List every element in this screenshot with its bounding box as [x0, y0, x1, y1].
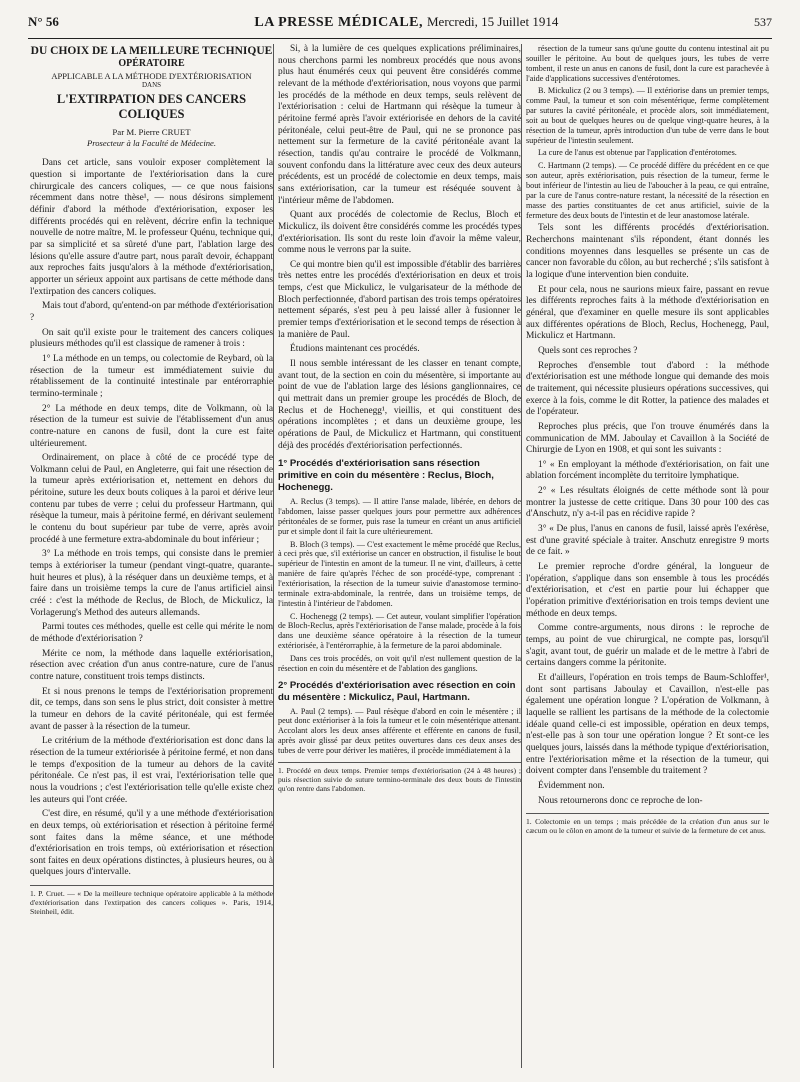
article-title-line-1: DU CHOIX DE LA MEILLEURE TECHNIQUE	[30, 45, 273, 57]
paragraph: Si, à la lumière de ces quelques explications préliminaires, nous cherchons parmi les nombreux procédés que nous avons plus haut énumérés ceux qui peuvent être considérés comme relevant de la méthode d'extériorisation, nous voyons que parmi les procédés de la méthode en deux temps, seuls relèvent de l'extériorisation : celui de Hartmann qui résèque la tumeur à péritoine fermé après l'avoir extériorisée en dehors de la cavité péritonéale, celui peut-être de Paul, qui ne se prononce pas nettement sur la fermeture de la cavité péritonéale avant la résection, tandis qu'au contraire le procédé de Volkmann, souvent confondu dans la littérature avec ceux des deux auteurs précédents, est un procédé de colectomie en deux temps, mais sans extériorisation, car la tumeur est réséquée souvent à l'intérieur même de l'abdomen.	[278, 44, 521, 206]
paragraph: Le premier reproche d'ordre général, la longueur de l'opération, s'applique dans son ensemble à tous les procédés d'extériorisation, et c'est en partie pour lui échapper que l'opération primitive d'extériorisation en trois temps devient une méthode en deux temps.	[526, 562, 769, 619]
paragraph: Nous retournerons donc ce reproche de lon-	[538, 795, 703, 806]
section-heading-1: 1° Procédés d'extériorisation sans résection primitive en coin du mésentère : Reclus, Bloch, Hochenegg.	[278, 458, 494, 494]
paragraph: A. Paul (2 temps). — Paul résèque d'abord en coin le mésentère ; il peut donc extérioriser à la fois la tumeur et le coin mésentérique attenant. Accolant alors les deux anses afférente et efférente en canons de fusil, après avoir glissé par deux petites ouvertures dans ces deux anses des tubes de verre pour dériver les matières, il procède immédiatement à la	[278, 706, 521, 755]
article-title-block	[30, 44, 273, 148]
column-3-footnote	[526, 813, 769, 835]
article-title-line-3: APPLICABLE A LA MÉTHODE D'EXTÉRIORISATION	[51, 70, 252, 81]
paragraph: 3° La méthode en trois temps, qui consiste dans le premier temps à extérioriser la tumeur (pendant vingt-quatre, quarante-huit heures et plus), à la réséquer dans un deuxième temps, et à faire dans un troisième temps la cure de l'anus artificiel ainsi créé : c'est la méthode de Reclus, de Bloch, de Mickulicz, la Vorlagerung's Method des auteurs allemands.	[30, 549, 273, 618]
footnote-text: 1. P. Cruet. — « De la meilleure technique opératoire applicable à la méthode d'extériorisation dans l'extirpation des cancers coliques ». Paris, 1914, Steinheil, édit.	[30, 889, 273, 917]
paragraph: B. Mickulicz (2 ou 3 temps). — Il extériorise dans un premier temps, comme Paul, la tumeur et son coin mésentérique, ferme complètement par sutures la cavité péritonéale, et procède alors, soit immédiatement, soit au bout de quelques heures ou de quelque vingt-quatre heures, à la résection de la tumeur, après introduction d'un tube de verre dans le bout supérieur de l'intestin seulement.	[526, 86, 769, 145]
paragraph: Évidemment non.	[538, 780, 605, 791]
paragraph: C'est dire, en résumé, qu'il y a une méthode d'extériorisation en deux temps, où extériorisation et résection à péritoine fermé sont faites dans la même séance, et une méthode d'extériorisation en trois temps, où extériorisation et résection sont faites en deux opérations distinctes, à plusieurs heures, ou à quelques jours d'intervalle.	[30, 809, 273, 878]
column-2-footnote	[278, 762, 521, 793]
section-1-items	[278, 497, 521, 673]
issue-date: Mercredi, 15 Juillet 1914	[427, 14, 559, 29]
footnote-text: 1. Colectomie en un temps ; mais précédée de la création d'un anus sur le cæcum ou le côlon en amont de la tumeur et suivie de la fermeture de cet anus.	[526, 817, 769, 836]
column-divider-2	[521, 44, 522, 1068]
paragraph: résection de la tumeur sans qu'une goutte du contenu intestinal ait pu souiller le péritoine. Au bout de quelques jours, les tubes de verre tombent, il reste un anus en canons de fusil, dont la cure est parachevée à l'aide d'applications successives d'entérotomes.	[526, 44, 769, 83]
journal-title-line	[254, 14, 558, 31]
paragraph: 2° « Les résultats éloignés de cette méthode sont là pour montrer la justesse de cette critique. Dans 30 pour 100 des cas d'Anschutz, n'y a-t-il pas en récidive rapide ?	[526, 486, 769, 520]
section-heading-2: 2° Procédés d'extériorisation avec résection en coin du mésentère : Mickulicz, Paul, Hartmann.	[278, 679, 516, 703]
paragraph: Quels sont ces reproches ?	[538, 345, 638, 356]
paragraph: Ordinairement, on place à côté de ce procédé type de Volkmann celui de Paul, en Angleterre, qui fait une résection de la tumeur après extériorisation et, nettement en dehors du péritoine, suture les deux bouts coliques à la paroi et dérive leur contenu par tubes de verre ; celui du professeur Hartmann, qui résèque la tumeur, mais à péritoine fermé, en dérivant seulement le contenu du bout supérieur par tube de verre, après avoir procédé à une fermeture extra-abdominale du bout inférieur ;	[30, 453, 273, 545]
article-author: Par M. Pierre CRUET	[112, 126, 191, 137]
paragraph: Et si nous prenons le temps de l'extériorisation proprement dit, ce temps, dans son sens le plus strict, doit consister à mettre la tumeur en dehors de la cavité péritonéale, qui est fermée avant de passer à la résection de la tumeur.	[30, 686, 273, 732]
column-3-body	[526, 223, 769, 807]
paragraph: On sait qu'il existe pour le traitement des cancers coliques plusieurs méthodes qu'il est classique de ramener à trois :	[30, 327, 273, 350]
paragraph: C. Hochenegg (2 temps). — Cet auteur, voulant simplifier l'opération de Bloch-Reclus, après l'extériorisation de l'anse malade, procède à la fois dans une deuxième séance opératoire à la résection de la tumeur extériorisée, à l'entérorraphie, à la fermeture de la paroi abdominale.	[278, 611, 521, 651]
article-affiliation: Prosecteur à la Faculté de Médecine.	[86, 137, 216, 148]
column-3	[526, 44, 769, 838]
column-3-items	[526, 44, 769, 220]
paragraph: Reproches plus précis, que l'on trouve énumérés dans la communication de MM. Jaboulay et Cavaillon à la Société de Chirurgie de Lyon en 1908, et qui sont les suivants :	[526, 421, 769, 456]
paragraph: 1° La méthode en un temps, ou colectomie de Reybard, où la résection de la tumeur est immédiatement suivie du rétablissement de la continuité intestinale par entérorraphie termino-terminale ;	[30, 353, 273, 399]
paragraph: Reproches d'ensemble tout d'abord : la méthode d'extériorisation est une méthode longue qui demande des mois de traitement, qui nécessite plusieurs opérations successives, qui exerce à la fois, comme le dit Rotter, la patience des malades et de l'opérateur.	[526, 360, 769, 418]
paragraph: Mérite ce nom, la méthode dans laquelle extériorisation, résection avec création d'un anus contre-nature, cure de l'anus contre nature, constituent trois temps distincts.	[30, 648, 273, 682]
paragraph: 2° La méthode en deux temps, dite de Volkmann, où la résection de la tumeur est suivie de l'établissement d'un anus contre-nature en canons de fusil, dont la cure est faite ultérieurement.	[30, 403, 273, 449]
paragraph: Mais tout d'abord, qu'entend-on par méthode d'extériorisation ?	[30, 301, 273, 323]
paragraph: Comme contre-arguments, nous dirons : le reproche de temps, au point de vue chirurgical, ne compte pas, lorsqu'il s'agit, avant tout, de guérir un malade et de le mettre à l'abri de certains dangers comme la péritonite.	[526, 623, 769, 669]
paragraph: La cure de l'anus est obtenue par l'application d'entérotomes.	[538, 148, 737, 158]
paragraph: Et pour cela, nous ne saurions mieux faire, passant en revue les différents reproches faits à la méthode d'extériorisation en général, que d'examiner en quelle mesure ils sont applicables aux différentes opérations de Bloch, Reclus, Hochenegg, Paul, Mickulicz et Hartmann.	[526, 284, 769, 342]
paragraph: Et d'ailleurs, l'opération en trois temps de Baum-Schloffer¹, dont sont partisans Jaboulay et Cavaillon, n'est-elle pas également une opération longue ? L'opération de Volkmann, à laquelle se rallient les partisans de la méthode de la colectomie idéale quand celle-ci est impossible, opération en deux temps, n'est-elle pas à son tour une opération longue ? Et sont-ce les quelques jours, laissés dans la méthode typique d'extériorisation, entre l'extériorisation même et la résection de la tumeur, qui doivent compter dans l'ensemble du traitement ?	[526, 672, 769, 777]
footnote-text: 1. Procédé en deux temps. Premier temps d'extériorisation (24 à 48 heures) ; puis résection suivie de suture termino-terminale des deux bouts de l'intestin qu'on rentre dans l'abdomen.	[278, 765, 521, 794]
paragraph: C. Hartmann (2 temps). — Ce procédé diffère du précédent en ce que son auteur, après extériorisation, puis résection de la tumeur, ferme le bout inférieur de l'intestin au lieu de l'aboucher à la peau, ce qui entraîne, par la cure de l'anus contre-nature restant, la nécessité de la résection en masse des parties constituantes de cet anus artificiel, suivie de la fermeture des deux bouts de l'intestin et de leur anastomose latérale.	[526, 161, 769, 220]
article-title-line-2: OPÉRATOIRE	[118, 58, 185, 70]
paragraph: Parmi toutes ces méthodes, quelle est celle qui mérite le nom de méthode d'extériorisation ?	[30, 622, 273, 644]
paragraph: 3° « De plus, l'anus en canons de fusil, laissé après l'exérèse, est d'une gravité spéciale à traiter. Anschutz enregistre 9 morts de ce fait. »	[526, 524, 769, 558]
paragraph: Étudions maintenant ces procédés.	[290, 344, 420, 355]
header-rule	[28, 38, 772, 39]
column-divider-1	[273, 44, 274, 1068]
paragraph: Le critérium de la méthode d'extériorisation est donc dans la résection de la tumeur extériorisée à péritoine fermé, et non dans le temps d'exposition de la tumeur au dehors de la cavité péritonéale. Ce n'est pas, il est vrai, l'extériorisation telle que nous la voudrions ; c'est l'extériorisation telle qu'elle existe chez les auteurs qui l'ont créée.	[30, 736, 273, 805]
article-title-line-4: DANS	[141, 81, 162, 90]
paragraph: Ce qui montre bien qu'il est impossible d'établir des barrières très nettes entre les procédés d'extériorisation en deux et trois temps, c'est que Mickulicz, le vulgarisateur de la méthode de Bloch perfectionnée, d'abord partisan des trois temps opératoires nettement séparés, s'est peu à peu laissé aller à fusionner le premier temps d'extériorisation et le second temps de résection à la manière de Paul.	[278, 259, 521, 340]
column-2-body	[278, 44, 521, 452]
paragraph: A. Reclus (3 temps). — Il attire l'anse malade, libérée, en dehors de l'abdomen, laisse passer quelques jours pour permettre aux adhérences péritonéales de se former, puis rase la tumeur en créant un anus artificiel pur et simple dont il fait la cure ultérieurement.	[278, 497, 521, 536]
paragraph: Tels sont les différents procédés d'extériorisation. Recherchons maintenant s'ils répondent, étant donnés les conditions moyennes dans lesquelles se présente un cas de cancer non favorable du côlon, au but recherché ; s'ils satisfont à la logique d'une intervention bien conduite.	[526, 223, 769, 280]
paragraph: Dans ces trois procédés, on voit qu'il n'est nullement question de la résection en coin du mésentère et de l'ablation des ganglions.	[278, 653, 521, 673]
article-title-line-5: L'EXTIRPATION DES CANCERS COLIQUES	[56, 91, 247, 122]
column-2	[278, 44, 521, 796]
paragraph: B. Bloch (3 temps). — C'est exactement le même procédé que Reclus, à ceci près que, s'il extériorise un cancer en obstruction, il fistulise le bout supérieur de l'intestin en amont de la tumeur. Il ne vint, d'ailleurs, à cette manière de faire qu'après l'échec de son procédé-type, comprenant : l'extériorisation, la résection de la tumeur suivie d'anastomose termino-terminale extra-abdominale, la rentrée, dans un troisième temps, de l'intestin à l'intérieur de l'abdomen.	[278, 539, 521, 608]
issue-number: N° 56	[28, 14, 59, 29]
column-1-footnote	[30, 885, 273, 916]
paragraph: Quant aux procédés de colectomie de Reclus, Bloch et Mickulicz, ils doivent être considérés comme les procédés types d'extériorisation. Ils sont du reste loin d'avoir la même valeur, comme nous le verrons par la suite.	[278, 210, 521, 256]
paragraph: Dans cet article, sans vouloir exposer complètement la question si importante de l'extériorisation dans la cure chirurgicale des cancers coliques, — ce que nous faisions récemment dans notre thèse¹, — nous désirons simplement définir d'abord la méthode d'extériorisation, exposer les différents procédés qui en relèvent, décrire enfin la technique nouvelle de notre maître, M. le professeur Quénu, technique qui, par sa simplicité et sa sûreté d'une part, l'ablation large des lésions qu'elle assure d'autre part, nous paraît devoir, échappant aux reproches faits jusqu'alors à la méthode d'extériorisation, apporter un sérieux appoint aux partisans de cette méthode dans l'extirpation des cancers coliques.	[30, 158, 273, 297]
journal-name: LA PRESSE MÉDICALE,	[254, 15, 423, 30]
page-number: 537	[753, 15, 772, 29]
column-1-body	[30, 158, 273, 879]
section-2-items	[278, 707, 521, 756]
paragraph: 1° « En employant la méthode d'extériorisation, on fait une ablation forcément incomplète du territoire lymphatique.	[526, 459, 769, 482]
paragraph: Il nous semble intéressant de les classer en tenant compte, avant tout, de la section en coin du mésentère, si importante au point de vue de l'ablation large des lésions ganglionnaires, ce qui mettrait dans un premier groupe les procédés de Bloch, de Reclus et de Hochenegg¹, vieillis, et qui constituent des opérations incomplètes ; et dans un deuxième groupe, les opérations de Paul, de Mickulicz et Hartmann, qui constituent déjà des procédés d'extériorisation perfectionnés.	[278, 359, 521, 451]
column-1	[30, 44, 273, 919]
page-header	[28, 14, 772, 36]
